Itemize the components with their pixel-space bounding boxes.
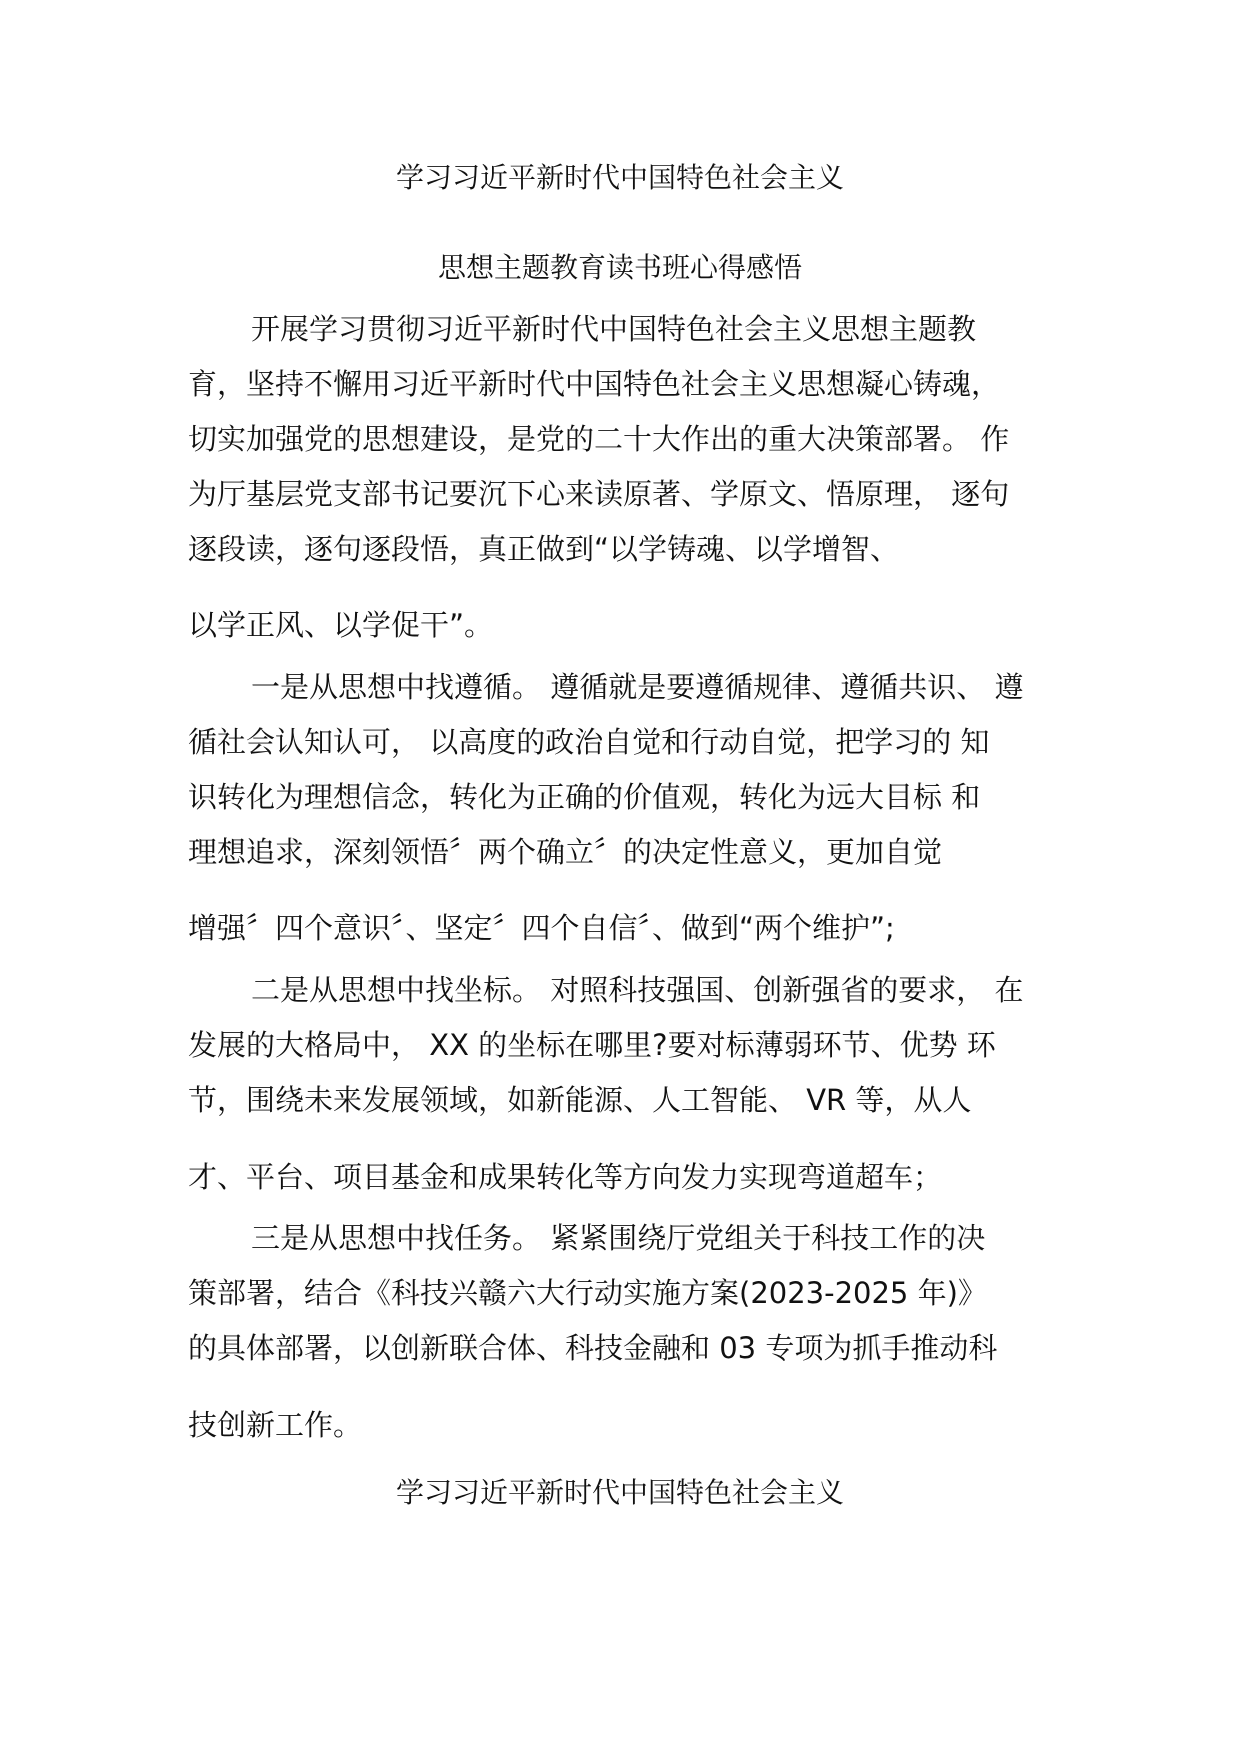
paragraph-1-line-1: 开展学习贯彻习近平新时代中国特色社会主义思想主题教 — [251, 312, 977, 346]
paragraph-1-line-6: 以学正风、以学促干”。 — [188, 608, 494, 642]
paragraph-2-line-2: 循社会认知认可， 以高度的政治自觉和行动自觉，把学习的 知 — [188, 725, 990, 759]
paragraph-1-line-4: 为厅基层党支部书记要沉下心来读原著、学原文、悟原理， 逐句 — [188, 477, 1010, 511]
paragraph-3-line-1: 二是从思想中找坐标。 对照科技强国、创新强省的要求， 在 — [251, 973, 1024, 1007]
paragraph-3-line-4: 才、平台、项目基金和成果转化等方向发力实现弯道超车； — [188, 1160, 943, 1194]
paragraph-3-line-2: 发展的大格局中， XX 的坐标在哪里?要对标薄弱环节、优势 环 — [188, 1028, 996, 1062]
paragraph-1-line-5: 逐段读，逐句逐段悟，真正做到“以学铸魂、以学增智、 — [188, 532, 900, 566]
document-title-line-1: 学习习近平新时代中国特色社会主义 — [395, 161, 844, 194]
paragraph-4-line-4: 技创新工作。 — [188, 1408, 363, 1442]
repeat-title-line-1: 学习习近平新时代中国特色社会主义 — [395, 1476, 844, 1509]
paragraph-2-line-4: 理想追求，深刻领悟〞两个确立〞的决定性意义，更加自觉 — [188, 835, 943, 869]
paragraph-3-line-3: 节，围绕未来发展领域，如新能源、人工智能、 VR 等，从人 — [188, 1083, 972, 1117]
paragraph-2-line-1: 一是从思想中找遵循。 遵循就是要遵循规律、遵循共识、 遵 — [251, 670, 1024, 704]
paragraph-2-line-3: 识转化为理想信念，转化为正确的价值观，转化为远大目标 和 — [188, 780, 981, 814]
paragraph-4-line-1: 三是从思想中找任务。 紧紧围绕厅党组关于科技工作的决 — [251, 1221, 986, 1255]
paragraph-2-line-5: 增强〞四个意识〞、坚定〞四个自信〞、做到“两个维护”; — [188, 911, 895, 945]
paragraph-4-line-2: 策部署，结合《科技兴赣六大行动实施方案(2023-2025 年)》 — [188, 1276, 987, 1310]
paragraph-1-line-3: 切实加强党的思想建设，是党的二十大作出的重大决策部署。 作 — [188, 422, 1010, 456]
paragraph-1-line-2: 育，坚持不懈用习近平新时代中国特色社会主义思想凝心铸魂， — [188, 367, 1001, 401]
paragraph-4-line-3: 的具体部署，以创新联合体、科技金融和 03 专项为抓手推动科 — [188, 1331, 998, 1365]
document-title-line-2: 思想主题教育读书班心得感悟 — [437, 251, 802, 284]
